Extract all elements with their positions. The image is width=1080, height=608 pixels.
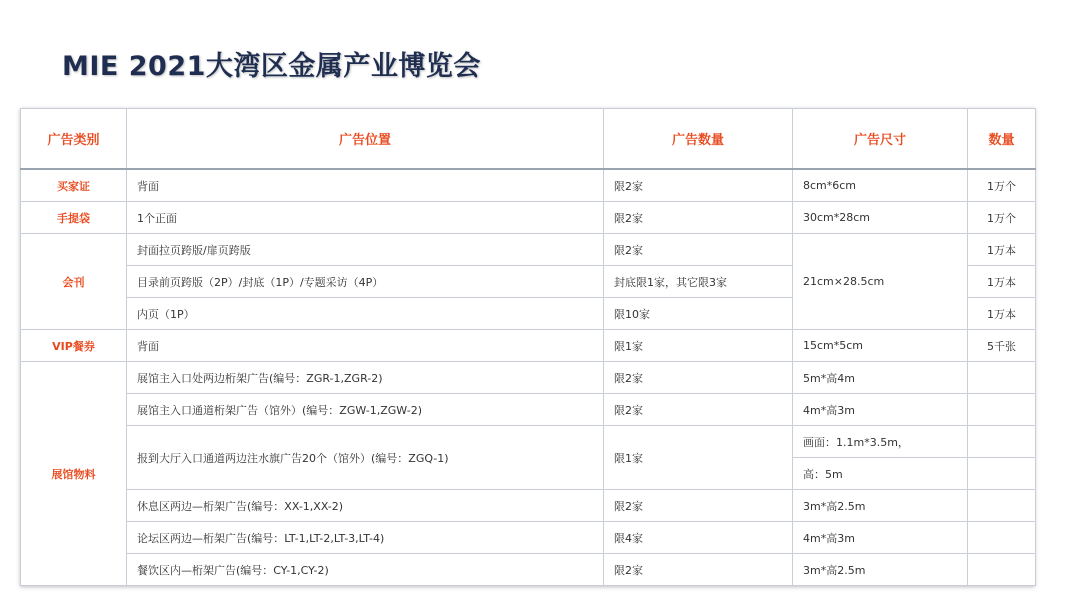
table-row — [21, 169, 1036, 202]
quantity-cell: 5千张 — [968, 330, 1036, 362]
size-cell: 8cm*6cm — [793, 169, 968, 202]
quantity-cell — [968, 458, 1036, 490]
position-cell: 目录前页跨版（2P）/封底（1P）/专题采访（4P） — [127, 266, 604, 298]
quantity-cell: 1万个 — [968, 169, 1036, 202]
table-row — [21, 202, 1036, 234]
quantity-cell — [968, 394, 1036, 426]
table-row — [21, 522, 1036, 554]
size-cell: 4m*高3m — [793, 394, 968, 426]
position-cell: 1个正面 — [127, 202, 604, 234]
position-cell: 餐饮区内—桁架广告(编号：CY-1,CY-2) — [127, 554, 604, 586]
quantity-cell: 1万个 — [968, 202, 1036, 234]
category-cell: 买家证 — [21, 169, 127, 202]
quantity-cell: 1万本 — [968, 234, 1036, 266]
quantity-cell — [968, 554, 1036, 586]
quantity-cell — [968, 490, 1036, 522]
position-cell: 背面 — [127, 169, 604, 202]
size-cell: 15cm*5cm — [793, 330, 968, 362]
quantity-cell — [968, 522, 1036, 554]
size-cell: 3m*高2.5m — [793, 490, 968, 522]
count-cell: 限2家 — [604, 394, 793, 426]
count-cell: 限4家 — [604, 522, 793, 554]
size-cell: 3m*高2.5m — [793, 554, 968, 586]
category-cell: 手提袋 — [21, 202, 127, 234]
count-cell: 限2家 — [604, 169, 793, 202]
count-cell: 封底限1家，其它限3家 — [604, 266, 793, 298]
page-title: MIE 2021大湾区金属产业博览会 — [62, 51, 481, 82]
category-cell: 会刊 — [21, 234, 127, 330]
header-ad-position: 广告位置 — [127, 109, 604, 170]
ad-pricing-table — [20, 108, 1035, 586]
count-cell: 限2家 — [604, 234, 793, 266]
quantity-cell: 1万本 — [968, 266, 1036, 298]
position-cell: 论坛区两边—桁架广告(编号：LT-1,LT-2,LT-3,LT-4) — [127, 522, 604, 554]
position-cell: 封面拉页跨版/扉页跨版 — [127, 234, 604, 266]
category-cell: 展馆物料 — [21, 362, 127, 586]
size-cell: 4m*高3m — [793, 522, 968, 554]
size-cell: 画面：1.1m*3.5m， — [793, 426, 968, 458]
position-cell: 报到大厅入口通道两边注水旗广告20个（馆外）(编号：ZGQ-1) — [127, 426, 604, 490]
table-row — [21, 330, 1036, 362]
count-cell: 限2家 — [604, 362, 793, 394]
count-cell: 限2家 — [604, 490, 793, 522]
table-row — [21, 234, 1036, 266]
table-row — [21, 362, 1036, 394]
count-cell: 限1家 — [604, 426, 793, 490]
table-row — [21, 490, 1036, 522]
position-cell: 背面 — [127, 330, 604, 362]
position-cell: 内页（1P） — [127, 298, 604, 330]
header-ad-size: 广告尺寸 — [793, 109, 968, 170]
table-row — [21, 426, 1036, 458]
table-header-row — [21, 109, 1036, 170]
size-cell: 21cm×28.5cm — [793, 234, 968, 330]
size-cell: 5m*高4m — [793, 362, 968, 394]
header-ad-count: 广告数量 — [604, 109, 793, 170]
table-row — [21, 554, 1036, 586]
count-cell: 限2家 — [604, 554, 793, 586]
count-cell: 限1家 — [604, 330, 793, 362]
header-quantity: 数量 — [968, 109, 1036, 170]
position-cell: 休息区两边—桁架广告(编号：XX-1,XX-2) — [127, 490, 604, 522]
size-cell: 30cm*28cm — [793, 202, 968, 234]
count-cell: 限10家 — [604, 298, 793, 330]
header-ad-category: 广告类别 — [21, 109, 127, 170]
quantity-cell — [968, 362, 1036, 394]
table-row — [21, 394, 1036, 426]
quantity-cell: 1万本 — [968, 298, 1036, 330]
position-cell: 展馆主入口处两边桁架广告(编号：ZGR-1,ZGR-2) — [127, 362, 604, 394]
position-cell: 展馆主入口通道桁架广告（馆外）(编号：ZGW-1,ZGW-2) — [127, 394, 604, 426]
count-cell: 限2家 — [604, 202, 793, 234]
category-cell: VIP餐券 — [21, 330, 127, 362]
quantity-cell — [968, 426, 1036, 458]
size-cell: 高：5m — [793, 458, 968, 490]
